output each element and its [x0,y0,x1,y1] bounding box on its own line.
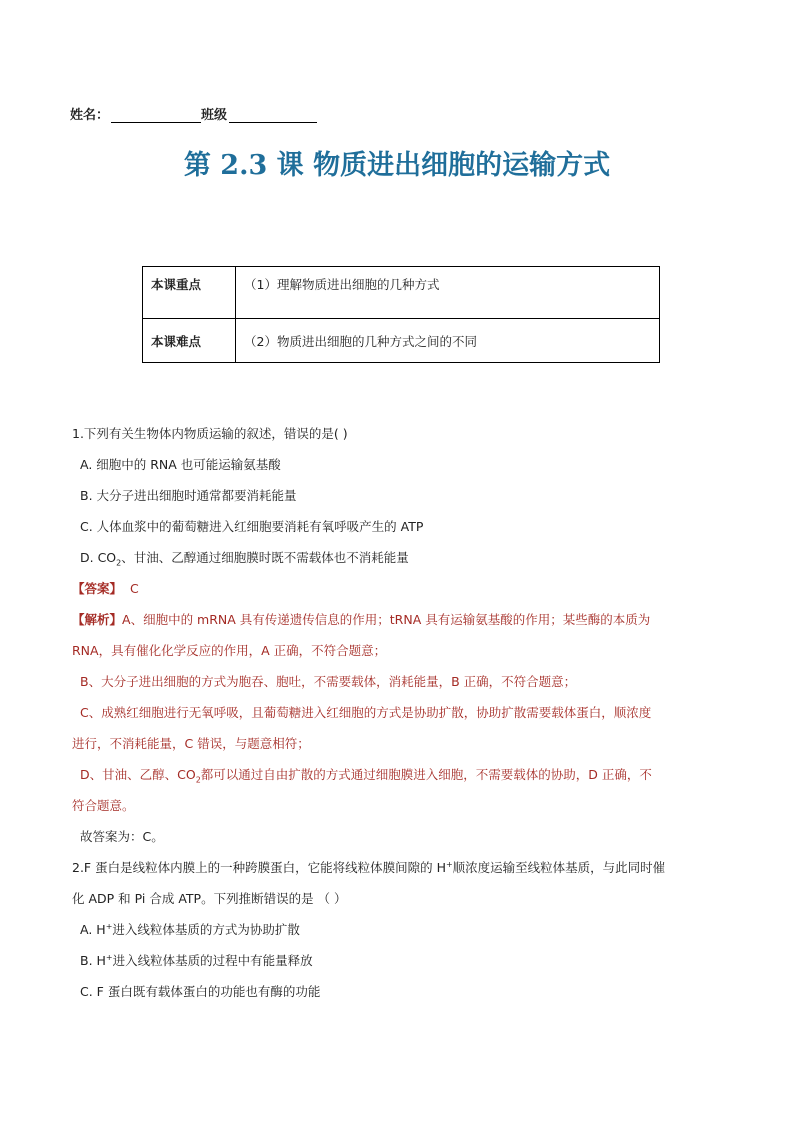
name-field[interactable] [111,108,201,123]
q1-option-a: A. 细胞中的 RNA 也可能运输氨基酸 [80,457,281,472]
q2-option-a: A. H+进入线粒体基质的方式为协助扩散 [80,921,300,937]
q2-option-b: B. H+进入线粒体基质的过程中有能量释放 [80,952,313,968]
table-row [143,319,660,363]
q1-option-b: B. 大分子进出细胞时通常都要消耗能量 [80,488,297,503]
q1-analysis-3: B、大分子进出细胞的方式为胞吞、胞吐，不需要载体，消耗能量，B 正确，不符合题意； [80,674,577,689]
q1-conclusion: 故答案为：C。 [80,829,164,844]
answer-value: C [130,581,139,596]
q1-option-c: C. 人体血浆中的葡萄糖进入红细胞要消耗有氧呼吸产生的 ATP [80,519,424,534]
table-row [143,267,660,319]
focus-value: （1）理解物质进出细胞的几种方式 [236,267,660,319]
q1-analysis-2: RNA，具有催化化学反应的作用，A 正确，不符合题意； [72,643,387,658]
q2-stem-2: 化 ADP 和 Pi 合成 ATP。下列推断错误的是 （ ） [72,891,347,906]
name-label: 姓名： [70,108,110,123]
class-label: 班级 [201,108,228,123]
q1-analysis-1: 【解析】A、细胞中的 mRNA 具有传递遗传信息的作用；tRNA 具有运输氨基酸的作用；某些酶的本质为 [72,612,651,627]
q1-analysis-6: D、甘油、乙醇、$CO_2$都可以通过自由扩散的方式通过细胞膜进入细胞，不需要载体的协助，D 正确，不 [80,767,652,785]
name-class-line [70,104,317,123]
lesson-title: 第 2.3 课 物质进出细胞的运输方式 [183,150,611,181]
q1-analysis-7: 符合题意。 [72,798,135,813]
answer-tag: 【答案】 [72,581,123,596]
q1-analysis-4: C、成熟红细胞进行无氧呼吸，且葡萄糖进入红细胞的方式是协助扩散，协助扩散需要载体蛋白，顺浓度 [80,705,652,720]
analysis-tag: 【解析】 [72,612,123,627]
difficulty-value: （2）物质进出细胞的几种方式之间的不同 [236,319,660,363]
difficulty-key: 本课难点 [143,319,236,363]
q1-stem: 1.下列有关生物体内物质运输的叙述，错误的是( ) [72,426,348,441]
q1-answer [72,579,139,597]
focus-table [142,266,660,363]
q1-analysis-5: 进行，不消耗能量，C 错误，与题意相符； [72,736,310,751]
q1-option-d: D. $CO_2$、甘油、乙醇通过细胞膜时既不需载体也不消耗能量 [80,550,409,568]
focus-key: 本课重点 [143,267,236,319]
q2-option-c: C. F 蛋白既有载体蛋白的功能也有酶的功能 [80,984,321,999]
class-field[interactable] [229,108,317,123]
q2-stem-1: 2.F 蛋白是线粒体内膜上的一种跨膜蛋白，它能将线粒体膜间隙的 H+顺浓度运输至线粒体基质，与此同时催 [72,859,666,875]
